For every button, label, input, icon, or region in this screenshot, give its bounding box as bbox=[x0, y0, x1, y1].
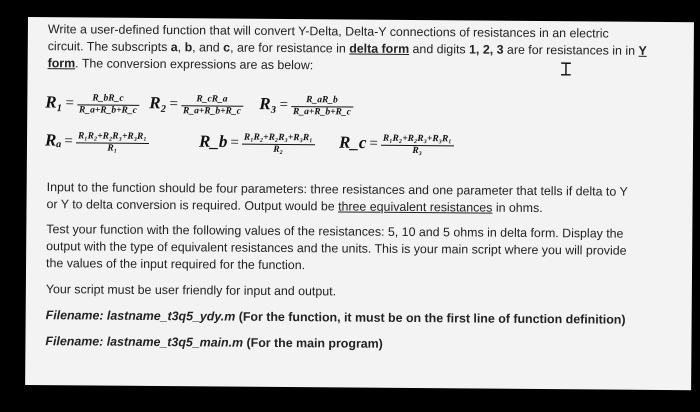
subscript-b: b bbox=[184, 40, 193, 55]
equation-ra: Rₐ = $\frac{\text{R₁R₂+R₂R₃+R₃R₁}}{\text{R₁}}$ bbox=[44, 130, 147, 154]
equation-denominator: R_a+R_b+R_c bbox=[181, 105, 243, 117]
intro-line-1: Write a user-defined function that will convert Y-Delta, Delta-Y connections of resistances in an electric bbox=[47, 22, 609, 41]
equation-lhs: R₂ bbox=[149, 93, 167, 113]
digits-text: 1, 2, 3 bbox=[469, 42, 504, 57]
equation-lhs: R₁ bbox=[45, 92, 63, 112]
equation-r1: R₁ = $\frac{R\_bR\_c}{R\_a+R\_b+R\_c}$ bbox=[45, 93, 139, 117]
subscript-c: c bbox=[223, 40, 231, 55]
test-line-3: the values of the input required for the function. bbox=[46, 256, 306, 273]
intro-text: and digits bbox=[409, 41, 470, 57]
equation-denominator: R_a+R_b+R_c bbox=[77, 104, 139, 116]
equation-lhs: R_b bbox=[198, 131, 228, 151]
equation-rc: R_c = $\frac{\text{R₁R₂+R₂R₃+R₃R₁}}{\text{R₃}}$ bbox=[338, 132, 452, 157]
filename-note: (For the function, it must be on the first line of function definition) bbox=[235, 309, 626, 327]
equation-numerator: R₁R₂+R₂R₃+R₃R₁ bbox=[243, 132, 313, 144]
equation-rb: R_b = $\frac{\text{R₁R₂+R₂R₃+R₃R₁}}{\text{R₂}}$ bbox=[198, 131, 313, 156]
equation-denominator: R₂ bbox=[242, 144, 315, 157]
intro-text: , bbox=[177, 40, 185, 55]
equation-r3: R₃ = $\frac{R\_aR\_b}{R\_a+R\_b+R\_c}$ bbox=[259, 95, 353, 119]
equation-numerator: R_bR_c bbox=[92, 93, 124, 104]
user-friendly-note: Your script must be user friendly for input and output. bbox=[45, 282, 337, 299]
text-cursor-icon: ⌶ bbox=[560, 59, 572, 80]
test-line-1: Test your function with the following values of the resistances: 5, 10 and 5 ohms in delta form. Display the bbox=[46, 222, 624, 241]
input-text: or Y to delta conversion is required. Output would be bbox=[46, 197, 339, 214]
intro-paragraph bbox=[47, 21, 688, 80]
intro-text: are for resistances in in bbox=[503, 42, 639, 58]
document-page bbox=[25, 17, 694, 390]
equation-numerator: R₁R₂+R₂R₃+R₃R₁ bbox=[382, 133, 452, 145]
equation-numerator: R_aR_b bbox=[306, 95, 338, 106]
y-link: Y bbox=[638, 43, 647, 58]
equivalent-resistances-link: three equivalent resistances bbox=[338, 199, 493, 215]
equation-r2: R₂ = $\frac{R\_cR\_a}{R\_a+R\_b+R\_c}$ bbox=[149, 94, 243, 118]
equation-denominator: R_a+R_b+R_c bbox=[291, 106, 353, 118]
input-line-1: Input to the function should be four parameters: three resistances and one parameter that tells if delta to Y bbox=[46, 180, 628, 199]
subscript-a: a bbox=[170, 40, 178, 55]
equation-lhs: Rₐ bbox=[44, 130, 62, 150]
test-paragraph bbox=[46, 221, 686, 277]
filename-function bbox=[46, 307, 686, 329]
filename-main bbox=[45, 333, 685, 355]
equation-numerator: R_cR_a bbox=[196, 94, 228, 105]
intro-text: , are for resistance in bbox=[230, 40, 350, 56]
intro-text: circuit. The subscripts bbox=[47, 39, 171, 55]
equation-denominator: R₁ bbox=[76, 142, 149, 155]
filename-label: Filename: lastname_t3q5_main.m bbox=[45, 334, 244, 350]
equation-denominator: R₃ bbox=[381, 145, 454, 158]
equation-lhs: R_c bbox=[338, 132, 367, 153]
intro-text: . The conversion expressions are as below: bbox=[75, 56, 314, 73]
equation-lhs: R₃ bbox=[259, 94, 277, 114]
delta-form-link: delta form bbox=[349, 41, 410, 56]
filename-label: Filename: lastname_t3q5_ydy.m bbox=[45, 308, 236, 324]
equation-numerator: R₁R₂+R₂R₃+R₃R₁ bbox=[77, 131, 147, 142]
input-text: in ohms. bbox=[492, 200, 543, 216]
intro-text: , and bbox=[192, 40, 224, 55]
test-line-2: output with the type of equivalent resistances and the units. This is your main script where you will provide bbox=[46, 239, 627, 258]
form-link: form bbox=[47, 56, 76, 71]
input-paragraph bbox=[46, 179, 686, 218]
filename-note: (For the main program) bbox=[243, 335, 383, 351]
